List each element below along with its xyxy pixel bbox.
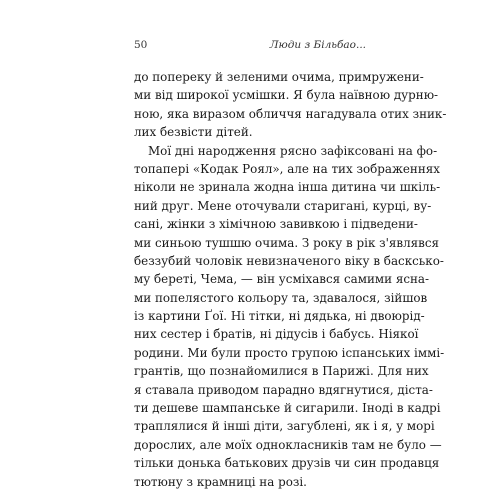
text-line: ною, яка виразом обличчя нагадувала отих зник-	[134, 106, 447, 121]
text-line: топапері «Кодак Роял», але на тих зображеннях	[134, 161, 440, 176]
text-line: сані, жінки з хімічною завивкою і підведени-	[134, 217, 418, 232]
text-line: ми синьою тушшю очима. З року в рік з'являвся	[134, 235, 440, 250]
body-text	[134, 68, 447, 491]
text-line: родини. Ми були просто групою іспанських іммі-	[134, 345, 445, 360]
text-line: грантів, що познайомилися в Парижі. Для них	[134, 364, 429, 379]
text-line: я ставала приводом парадно вдягнутися, діста-	[134, 382, 433, 397]
text-line: Мої дні народження рясно зафіксовані на фо-	[148, 143, 438, 158]
running-title: Люди з Більбао...	[269, 39, 366, 51]
text-line: дорослих, але моїх однокласників там не було —	[134, 437, 442, 452]
paragraph	[134, 142, 445, 491]
text-line: ми від широкої усмішки. Я була наївною дурню-	[134, 88, 439, 103]
text-line: беззубий чоловік невизначеного віку в басксько-	[134, 253, 444, 268]
running-header	[134, 39, 366, 55]
text-line: ніколи не зринала жодна інша дитина чи шкіль-	[134, 180, 441, 195]
page-number: 50	[134, 39, 148, 51]
text-line: тільки донька батькових друзів чи син продавця	[134, 456, 440, 471]
text-line: ми попелястого кольору та, здавалося, зійшов	[134, 290, 428, 305]
text-line: ний друг. Мене оточували старигані, курці, ву-	[134, 198, 432, 213]
text-line: траплялися й інші діти, загублені, як і я, у морі	[134, 419, 435, 434]
text-line: них сестер і братів, ні дідусів і бабусь. Ніякої	[134, 327, 419, 342]
paragraph	[134, 68, 447, 142]
text-line: тютюну з крамниці на розі.	[134, 474, 307, 489]
text-line: до попереку й зеленими очима, примружени-	[134, 70, 424, 84]
text-line: лих безвісти дітей.	[134, 125, 253, 140]
text-line: ти дешеве шампанське й сигарили. Іноді в кадрі	[134, 401, 441, 416]
text-line: му береті, Чема, — він усміхався самими ясна-	[134, 272, 430, 287]
text-line: із картини Ґої. Ні тітки, ні дядька, ні двоюрід-	[134, 309, 425, 324]
